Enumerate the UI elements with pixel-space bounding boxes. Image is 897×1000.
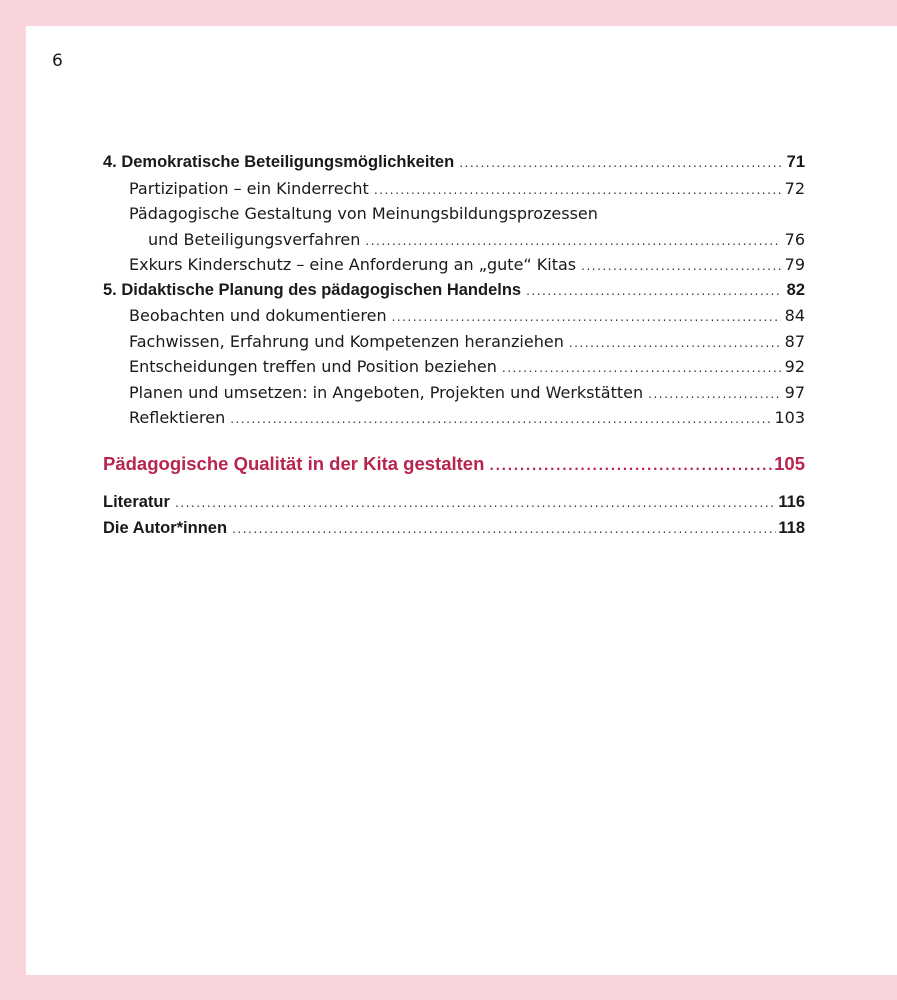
toc-entry-kinderschutz[interactable] <box>103 252 805 278</box>
toc-entry-literatur[interactable] <box>103 490 805 516</box>
toc-entry-label: 4. Demokratische Beteiligungsmöglichkeiten <box>103 153 455 171</box>
toc-entry-qualitaet[interactable] <box>103 451 805 477</box>
toc-leader-dots <box>526 279 781 305</box>
document-page <box>26 26 897 975</box>
toc-entry-label: Literatur <box>103 493 170 511</box>
page-number: 6 <box>52 51 63 71</box>
toc-entry-reflektieren[interactable] <box>103 405 805 431</box>
toc-entry-autorinnen[interactable] <box>103 516 805 542</box>
toc-entry-label: Partizipation – ein Kinderrecht <box>129 178 369 198</box>
toc-leader-dots <box>648 382 781 408</box>
toc-leader-dots <box>569 331 781 357</box>
toc-leader-dots <box>459 151 781 177</box>
toc-entry-beobachten[interactable] <box>103 303 805 329</box>
toc-entry-label: Reflektieren <box>129 408 226 427</box>
toc-leader-dots <box>175 491 776 517</box>
toc-entry-planen[interactable] <box>103 380 805 406</box>
toc-entry-label: 5. Didaktische Planung des pädagogischen Handelns <box>103 280 522 299</box>
toc-entry-label: Fachwissen, Erfahrung und Kompetenzen heranziehen <box>129 331 564 351</box>
toc-leader-dots <box>230 407 772 433</box>
toc-entry-fachwissen[interactable] <box>103 329 805 355</box>
toc-entry-page: 92 <box>784 357 805 376</box>
toc-entry-page: 84 <box>784 306 805 325</box>
toc-leader-dots <box>581 254 781 280</box>
toc-entry-label: Die Autor*innen <box>103 518 228 537</box>
toc-entry-partizipation[interactable] <box>103 176 805 202</box>
toc-entry-page: 97 <box>784 382 805 402</box>
toc-entry-page: 116 <box>778 493 805 511</box>
toc-leader-dots <box>489 454 772 480</box>
toc-entry-label: Exkurs Kinderschutz – eine Anforderung an „gute“ Kitas <box>129 255 577 274</box>
toc-entry-label: Entscheidungen treffen und Position beziehen <box>129 357 497 376</box>
toc-entry-page: 87 <box>784 331 805 351</box>
toc-entry-page: 79 <box>784 255 805 274</box>
toc-entry-page: 72 <box>784 178 805 198</box>
toc-entry-chapter-4[interactable] <box>103 150 805 176</box>
toc-entry-label: Pädagogische Gestaltung von Meinungsbildungsprozessen <box>129 204 598 223</box>
toc-entry-label: Pädagogische Qualität in der Kita gestalten <box>103 452 485 474</box>
toc-leader-dots <box>502 356 781 382</box>
toc-entry-beteiligungsverfahren[interactable] <box>103 227 805 253</box>
toc-entry-meinungsbildung[interactable] <box>103 201 805 227</box>
toc-entry-page: 71 <box>786 153 805 171</box>
toc-entry-label: Beobachten und dokumentieren <box>129 306 387 325</box>
toc-leader-dots <box>392 305 781 331</box>
toc-leader-dots <box>374 178 781 204</box>
toc-entry-label: und Beteiligungsverfahren <box>148 229 361 249</box>
toc-entry-page: 82 <box>786 280 805 299</box>
toc-leader-dots <box>232 517 776 543</box>
toc-entry-page: 76 <box>784 229 805 249</box>
toc-entry-chapter-5[interactable] <box>103 278 805 304</box>
toc-leader-dots <box>365 229 781 255</box>
toc-entry-page: 105 <box>774 452 805 474</box>
table-of-contents <box>103 150 805 541</box>
toc-entry-page: 118 <box>778 518 805 537</box>
toc-entry-label: Planen und umsetzen: in Angeboten, Projekten und Werkstätten <box>129 382 644 402</box>
toc-entry-page: 103 <box>774 408 805 427</box>
toc-entry-entscheidungen[interactable] <box>103 354 805 380</box>
